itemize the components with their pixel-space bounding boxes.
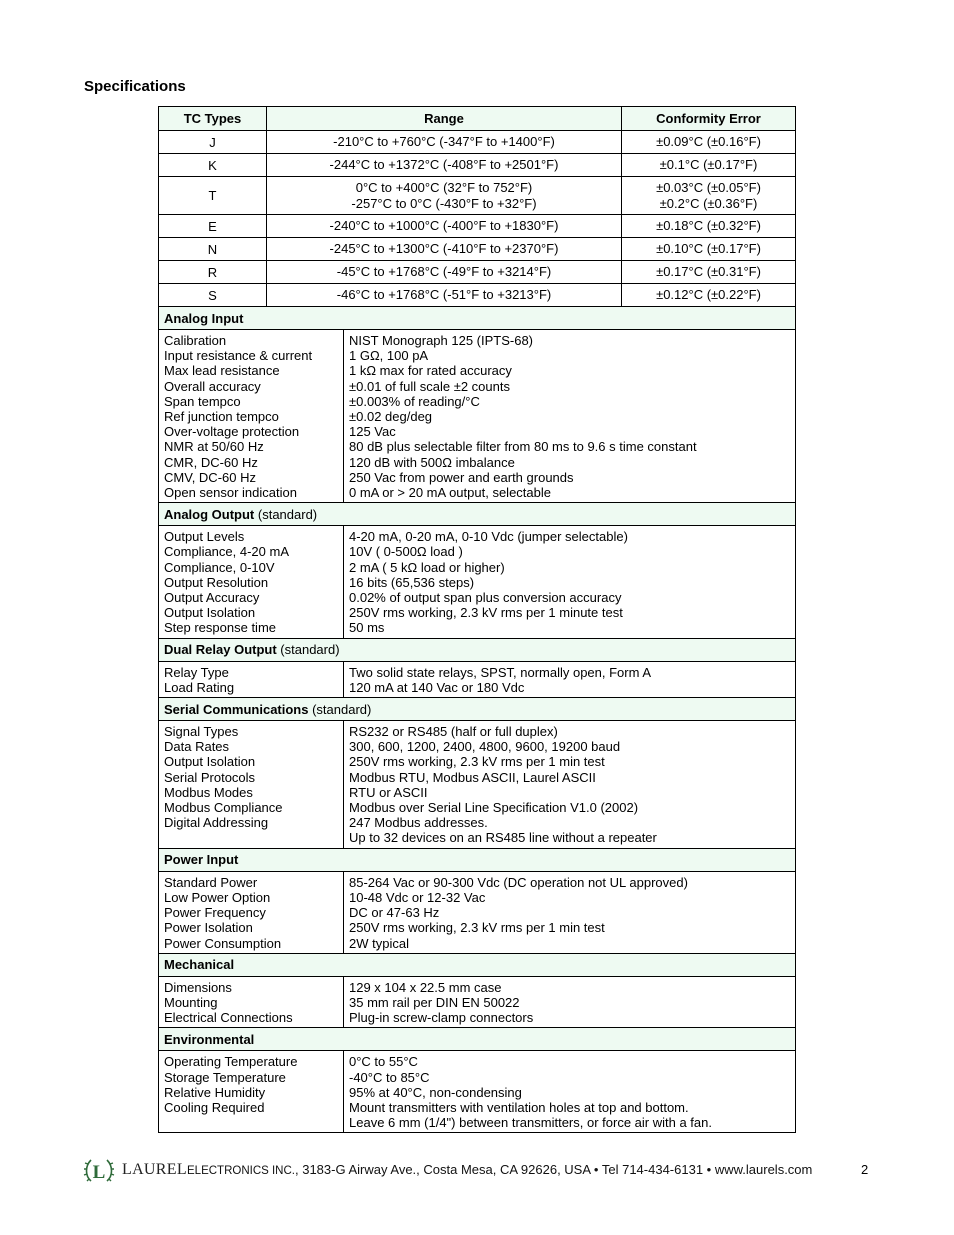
company-name: ELECTRONICS INC. [187, 1165, 295, 1177]
tc-type-cell: T [159, 177, 267, 215]
svg-text:L: L [92, 1162, 106, 1183]
tc-range-line: -46°C to +1768°C (-51°F to +3213°F) [336, 287, 552, 302]
spec-value: 247 Modbus addresses. [349, 815, 488, 831]
spec-value: ±0.02 deg/deg [349, 409, 433, 425]
spec-values-cell [344, 661, 796, 697]
section-header-power-input [159, 848, 796, 871]
spec-value: 1 GΩ, 100 pA [349, 348, 429, 364]
section-title-suffix: (standard) [308, 701, 372, 717]
tc-type-cell: N [159, 238, 267, 261]
spec-label: Signal Types [164, 724, 239, 740]
spec-value: 129 x 104 x 22.5 mm case [349, 979, 502, 995]
spec-label: Cooling Required [164, 1099, 265, 1115]
spec-value: Modbus over Serial Line Specification V1.0 (2002) [349, 800, 639, 816]
spec-value: 10V ( 0-500Ω load ) [349, 544, 463, 560]
spec-label: Serial Protocols [164, 769, 256, 785]
section-header-analog-output [159, 503, 796, 526]
section-title-cell [159, 1028, 796, 1051]
spec-label: CMV, DC-60 Hz [164, 469, 256, 485]
tc-range-cell [267, 284, 622, 307]
section-header-serial-communications [159, 698, 796, 721]
tc-table-body [159, 131, 796, 307]
section-title-cell [159, 307, 796, 330]
spec-value: 4-20 mA, 0-20 mA, 0-10 Vdc (jumper selectable) [349, 529, 628, 545]
section-title-cell [159, 848, 796, 871]
tc-row-k [159, 154, 796, 177]
spec-labels-cell [159, 661, 344, 697]
spec-label: Output Resolution [164, 574, 269, 590]
spec-label: Low Power Option [164, 889, 271, 905]
section-title-cell [159, 698, 796, 721]
tc-range-line: -45°C to +1768°C (-49°F to +3214°F) [336, 264, 552, 279]
spec-values-cell [344, 1051, 796, 1133]
laurel-logo-icon [82, 1154, 116, 1188]
tc-row-s [159, 284, 796, 307]
tc-row-n [159, 238, 796, 261]
spec-label: Output Accuracy [164, 590, 260, 606]
spec-value: 80 dB plus selectable filter from 80 ms to 9.6 s time constant [349, 439, 697, 455]
spec-label: Compliance, 0-10V [164, 559, 275, 575]
section-body-analog-output [159, 526, 796, 638]
company-address: , 3183-G Airway Ave., Costa Mesa, CA 92626, USA [295, 1162, 591, 1177]
page-footer [82, 1153, 882, 1187]
brand-name: LAUREL [122, 1161, 187, 1178]
spec-label: Electrical Connections [164, 1010, 293, 1026]
section-title-cell [159, 503, 796, 526]
tc-range-line: -245°C to +1300°C (-410°F to +2370°F) [329, 241, 559, 256]
section-body-dual-relay-output [159, 661, 796, 697]
spec-value: 10-48 Vdc or 12-32 Vac [349, 889, 486, 905]
spec-value: 125 Vac [349, 424, 396, 440]
spec-table-body [159, 307, 796, 1133]
spec-label: Calibration [164, 333, 227, 348]
spec-value: 250V rms working, 2.3 kV rms per 1 minute test [349, 605, 623, 621]
tc-row-t [159, 177, 796, 215]
spec-label: Open sensor indication [164, 485, 297, 501]
spec-label: Overall accuracy [164, 378, 261, 394]
spec-label: Power Isolation [164, 920, 253, 936]
spec-value: ±0.01 of full scale ±2 counts [349, 378, 510, 394]
spec-value: 85-264 Vac or 90-300 Vdc (DC operation not UL approved) [349, 874, 688, 890]
tc-error-cell [622, 215, 796, 238]
spec-label: Load Rating [164, 679, 235, 695]
tc-type-cell: R [159, 261, 267, 284]
tc-range-cell [267, 131, 622, 154]
header-tc-types: TC Types [159, 107, 267, 131]
spec-values-cell [344, 871, 796, 953]
spec-value: 2W typical [349, 935, 409, 951]
tc-types-table [158, 106, 796, 307]
spec-values-cell [344, 976, 796, 1028]
spec-label: Power Consumption [164, 935, 282, 951]
spec-values-cell [344, 330, 796, 503]
section-title-suffix: (standard) [276, 642, 340, 658]
spec-label: Step response time [164, 620, 277, 636]
bullet-separator: • [703, 1162, 715, 1177]
tc-range-line: -210°C to +760°C (-347°F to +1400°F) [333, 134, 555, 149]
specifications-table [158, 306, 796, 1133]
spec-label: Modbus Modes [164, 784, 253, 800]
tc-range-line: -240°C to +1000°C (-400°F to +1830°F) [329, 218, 559, 233]
spec-value: 50 ms [349, 620, 385, 636]
spec-value: ±0.003% of reading/°C [349, 393, 480, 409]
tc-error-line: ±0.18°C (±0.32°F) [656, 218, 761, 233]
spec-labels-cell [159, 721, 344, 849]
tc-range-cell [267, 154, 622, 177]
spec-label: Storage Temperature [164, 1069, 286, 1085]
section-body-power-input [159, 871, 796, 953]
section-header-environmental [159, 1028, 796, 1051]
tc-range-cell [267, 238, 622, 261]
spec-value: 1 kΩ max for rated accuracy [349, 363, 512, 379]
spec-value: RTU or ASCII [349, 784, 428, 800]
spec-label: Ref junction tempco [164, 409, 279, 425]
tc-range-cell [267, 261, 622, 284]
spec-value: 16 bits (65,536 steps) [349, 574, 475, 590]
spec-labels-cell [159, 1051, 344, 1133]
tc-type-cell: S [159, 284, 267, 307]
section-header-dual-relay-output [159, 638, 796, 661]
tc-error-line: ±0.09°C (±0.16°F) [656, 134, 761, 149]
tc-range-cell [267, 177, 622, 215]
spec-label: Max lead resistance [164, 363, 280, 379]
spec-value: 0°C to 55°C [349, 1054, 418, 1070]
section-title: Dual Relay Output [164, 642, 277, 658]
section-title-suffix: (standard) [254, 506, 318, 522]
section-title-cell [159, 638, 796, 661]
tc-type-cell: K [159, 154, 267, 177]
tc-table-header-row [159, 107, 796, 131]
page-title: Specifications [84, 78, 186, 95]
spec-value: 300, 600, 1200, 2400, 4800, 9600, 19200 baud [349, 739, 621, 755]
section-title: Analog Input [164, 310, 244, 326]
header-conformity-error: Conformity Error [622, 107, 796, 131]
spec-label: NMR at 50/60 Hz [164, 439, 264, 455]
tc-error-line: ±0.2°C (±0.36°F) [659, 195, 758, 211]
section-title: Mechanical [164, 957, 235, 973]
tc-error-line: ±0.12°C (±0.22°F) [656, 287, 761, 302]
tc-range-line: -257°C to 0°C (-430°F to +32°F) [351, 195, 537, 211]
spec-value: 0.02% of output span plus conversion accuracy [349, 590, 622, 606]
tc-type-cell: E [159, 215, 267, 238]
tc-row-e [159, 215, 796, 238]
tc-range-cell [267, 215, 622, 238]
section-body-analog-input [159, 330, 796, 503]
spec-values-cell [344, 526, 796, 638]
website-link[interactable]: www.laurels.com [714, 1162, 813, 1177]
spec-label: Output Isolation [164, 754, 256, 770]
tc-row-r [159, 261, 796, 284]
tc-range-line: 0°C to +400°C (32°F to 752°F) [355, 179, 533, 195]
section-body-environmental [159, 1051, 796, 1133]
spec-labels-cell [159, 526, 344, 638]
spec-label: Mounting [164, 994, 218, 1010]
spec-value: 120 dB with 500Ω imbalance [349, 454, 515, 470]
spec-label: Output Isolation [164, 605, 256, 621]
spec-label: Relative Humidity [164, 1084, 266, 1100]
tc-error-cell [622, 131, 796, 154]
spec-value: 35 mm rail per DIN EN 50022 [349, 994, 520, 1010]
spec-label: Standard Power [164, 874, 258, 890]
section-body-mechanical [159, 976, 796, 1028]
tc-error-cell [622, 177, 796, 215]
tc-error-cell [622, 261, 796, 284]
spec-labels-cell [159, 330, 344, 503]
tc-error-cell [622, 238, 796, 261]
section-header-analog-input [159, 307, 796, 330]
tc-error-cell [622, 154, 796, 177]
spec-label: CMR, DC-60 Hz [164, 454, 258, 470]
spec-label: Operating Temperature [164, 1054, 298, 1070]
spec-label: Span tempco [164, 393, 241, 409]
section-body-serial-communications [159, 721, 796, 849]
spec-value: NIST Monograph 125 (IPTS-68) [349, 333, 534, 348]
tc-type-cell: J [159, 131, 267, 154]
spec-label: Dimensions [164, 979, 232, 995]
spec-labels-cell [159, 871, 344, 953]
section-title-cell [159, 953, 796, 976]
spec-value: RS232 or RS485 (half or full duplex) [349, 724, 558, 740]
spec-value: DC or 47-63 Hz [349, 905, 440, 921]
spec-value: 0 mA or > 20 mA output, selectable [349, 485, 551, 501]
spec-values-cell [344, 721, 796, 849]
spec-label: Data Rates [164, 739, 230, 755]
spec-value: 250V rms working, 2.3 kV rms per 1 min test [349, 754, 605, 770]
spec-value: Modbus RTU, Modbus ASCII, Laurel ASCII [349, 769, 596, 785]
tc-error-cell [622, 284, 796, 307]
spec-label: Digital Addressing [164, 815, 269, 831]
spec-value: Leave 6 mm (1/4") between transmitters, or force air with a fan. [349, 1115, 712, 1131]
section-title: Power Input [164, 852, 239, 868]
footer-address-line [187, 1162, 812, 1177]
spec-label: Output Levels [164, 529, 245, 545]
spec-label: Input resistance & current [164, 348, 313, 364]
tc-error-line: ±0.10°C (±0.17°F) [656, 241, 761, 256]
section-title: Analog Output [164, 506, 255, 522]
spec-label: Over-voltage protection [164, 424, 300, 440]
spec-label: Compliance, 4-20 mA [164, 544, 289, 560]
spec-value: 120 mA at 140 Vac or 180 Vdc [349, 679, 525, 695]
spec-value: Plug-in screw-clamp connectors [349, 1010, 534, 1026]
spec-value: Two solid state relays, SPST, normally open, Form A [349, 664, 652, 680]
spec-value: 95% at 40°C, non-condensing [349, 1084, 522, 1100]
section-header-mechanical [159, 953, 796, 976]
spec-value: -40°C to 85°C [349, 1069, 430, 1085]
section-title: Environmental [164, 1031, 255, 1047]
spec-value: 2 mA ( 5 kΩ load or higher) [349, 559, 505, 575]
tc-error-line: ±0.17°C (±0.31°F) [656, 264, 761, 279]
tc-error-line: ±0.1°C (±0.17°F) [659, 157, 758, 172]
company-phone: Tel 714-434-6131 [601, 1162, 704, 1177]
page-number: 2 [861, 1162, 869, 1177]
header-range: Range [267, 107, 622, 131]
spec-value: Mount transmitters with ventilation holes at top and bottom. [349, 1099, 689, 1115]
tc-row-j [159, 131, 796, 154]
spec-labels-cell [159, 976, 344, 1028]
spec-label: Modbus Compliance [164, 800, 283, 816]
spec-value: 250 Vac from power and earth grounds [349, 469, 574, 485]
spec-label: Relay Type [164, 664, 229, 680]
tc-range-line: -244°C to +1372°C (-408°F to +2501°F) [329, 157, 559, 172]
section-title: Serial Communications [164, 701, 309, 717]
tc-error-line: ±0.03°C (±0.05°F) [656, 179, 761, 195]
spec-value: 250V rms working, 2.3 kV rms per 1 min test [349, 920, 605, 936]
spec-label: Power Frequency [164, 905, 266, 921]
spec-value: Up to 32 devices on an RS485 line without a repeater [349, 830, 657, 846]
bullet-separator: • [590, 1162, 602, 1177]
